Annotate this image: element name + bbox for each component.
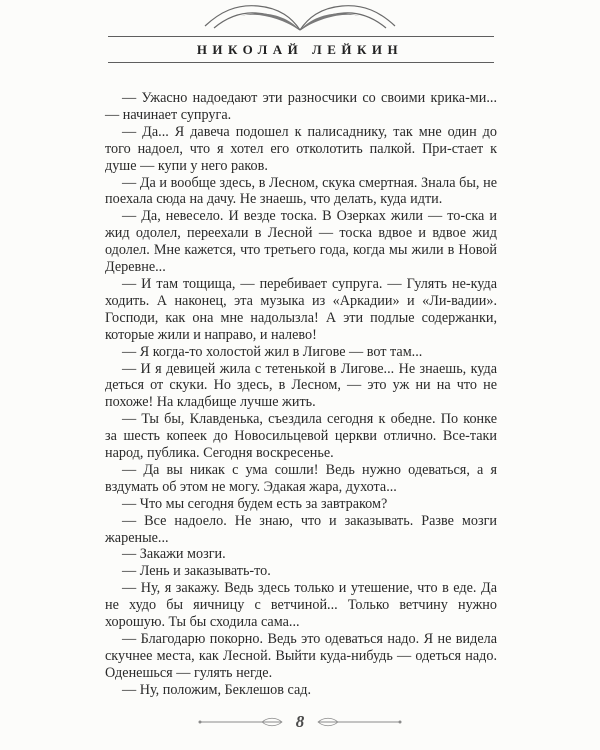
paragraph: — Лень и заказывать-то. (122, 563, 271, 580)
paragraph: — Да и вообще здесь, в Лесном, скука смертная. Знала бы, не поехала сюда на дачу. Не знаешь, что делать, куда идти. (105, 174, 497, 208)
paragraph: — Да вы никак с ума сошли! Ведь нужно одеваться, а я вздумать об этом не могу. Эдакая жара, духота... (105, 461, 497, 495)
paragraph: — Да, невесело. И везде тоска. В Озерках жили — то-ска и жид одолел, переехали в Лесной — тоска вдвое и вдвое жид одолел. Мне кажется, что третьего года, когда мы жили в Новой Деревне... (105, 208, 497, 276)
page-number: 8 (295, 712, 305, 731)
paragraph: — И там тощища, — перебивает супруга. — Гулять не-куда ходить. А наконец, эта музыка из «Аркадии» и «Ли-вадии». Господи, как она мне надолызла! А эти подлые содержанки, которые жили и направо, и налево! (105, 275, 497, 343)
body-text (105, 90, 497, 699)
paragraph: — Закажи мозги. (122, 546, 226, 563)
paragraph: — Да... Я давеча подошел к палисаднику, так мне один до того надоел, что я хотел его отколотить палкой. При-стает к душе — купи у него раков. (105, 123, 497, 174)
paragraph: — И я девицей жила с тетенькой в Лигове... Не знаешь, куда деться от скуки. Но здесь, в Лесном, — это уж ни на что не похоже! На кладбище лучше жить. (105, 360, 497, 411)
header-ornament (0, 0, 600, 40)
paragraph: — Ужасно надоедают эти разносчики со своими крика-ми... — начинает супруга. (105, 90, 497, 123)
paragraph: — Ну, положим, Беклешов сад. (122, 681, 312, 698)
paragraph: — Все надоело. Не знаю, что и заказывать. Разве мозги жареные... (105, 512, 497, 546)
paragraph: — Что мы сегодня будем есть за завтраком? (122, 495, 388, 512)
header-rule-bottom (108, 62, 494, 63)
header-rule-top (108, 36, 494, 37)
paragraph: — Благодарю покорно. Ведь это одеваться надо. Я не видела скучнее места, как Лесной. Выйти куда-нибудь — одеться надо. Оденешься — гулять негде. (105, 631, 497, 681)
paragraph: — Ну, я закажу. Ведь здесь только и утешение, что в еде. Да не худо бы яичницу с ветчиной... Только ветчину нужно хорошую. Ты бы сходила сама... (105, 580, 497, 631)
author-name: НИКОЛАЙ ЛЕЙКИН (196, 42, 404, 57)
paragraph: — Ты бы, Клавденька, съездила сегодня к обедне. По конке за шесть копеек до Новосильцевой церкви отлично. Все-таки народ, публика. Сегодня воскресенье. (105, 411, 497, 462)
paragraph: — Я когда-то холостой жил в Лигове — вот там... (122, 343, 423, 360)
